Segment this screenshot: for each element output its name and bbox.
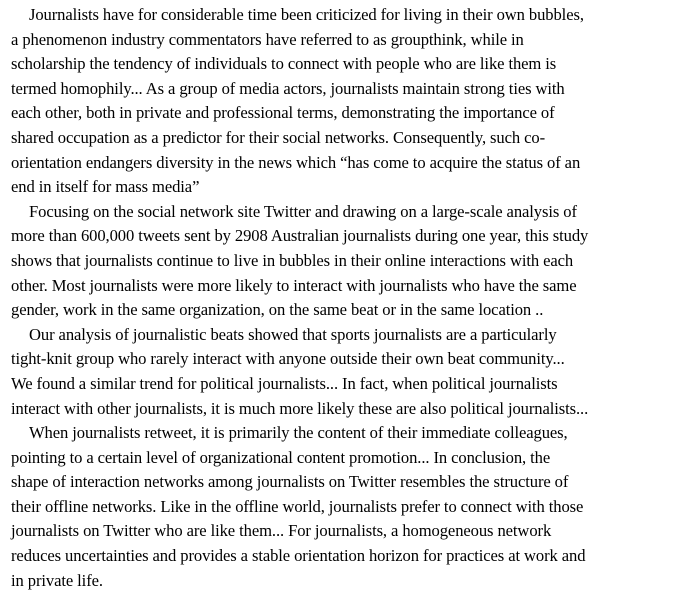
paragraph-twitter-study: Focusing on the social network site Twitter and drawing on a large-scale analysis of more than 600,000 tweets sent by 2908 Australian journalists during one year, this study shows that journalists continue to live in bubbles in their online interactions with each other. Most journalists were more likely to interact with journalists who have the same gender, work in the same organization, on the same beat or in the same location ..	[11, 201, 589, 320]
paragraph-conclusion: When journalists retweet, it is primarily the content of their immediate colleagues, pointing to a certain level of organizational content promotion... In conclusion, the shape of interaction networks among journalists on Twitter resembles the structure of their offline networks. Like in the offline world, journalists prefer to connect with those journalists on Twitter who are like them... For journalists, a homogeneous network reduces uncertainties and provides a stable orientation horizon for practices at work and in private life.	[11, 423, 586, 590]
paragraph-groupthink: Journalists have for considerable time been criticized for living in their own bubbles, a phenomenon industry commentators have referred to as groupthink, while in scholarship the tendency of individuals to connect with people who are like them is termed homophily... As a group of media actors, journalists maintain strong ties with each other, both in private and professional terms, demonstrating the importance of shared occupation as a predictor for their social networks. Consequently, such co- orientation endangers diversity in the news which “has come to acquire the status of an end in itself for mass media”	[11, 5, 584, 197]
paragraph-journalistic-beats: Our analysis of journalistic beats showed that sports journalists are a particularly tight-knit group who rarely interact with anyone outside their own beat community... We found a similar trend for political journalists... In fact, when political journalists interact with other journalists, it is much more likely these are also political journalists...	[11, 324, 589, 418]
document-body	[11, 3, 676, 593]
